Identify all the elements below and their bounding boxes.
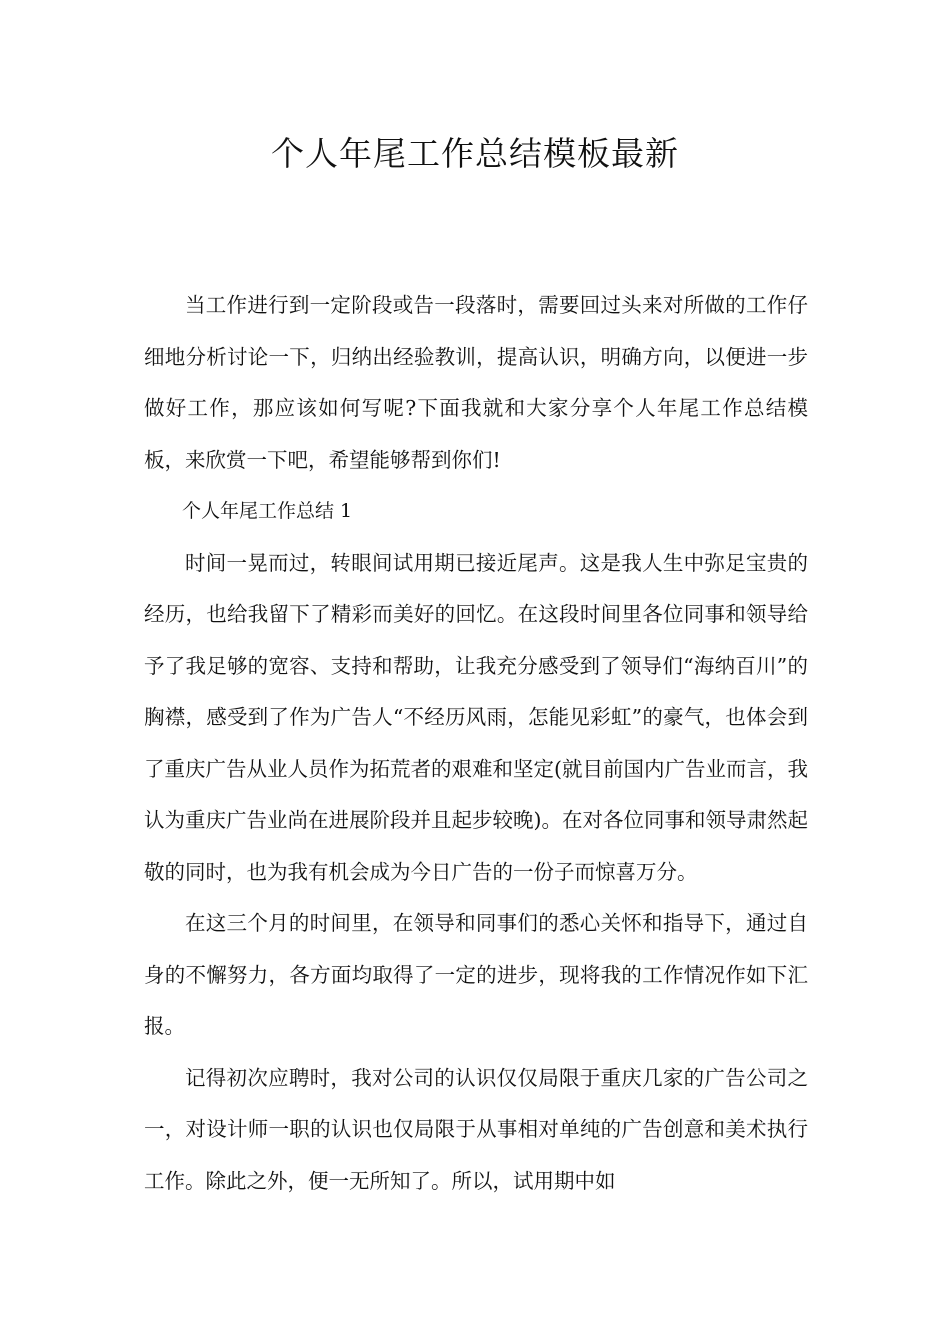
paragraph-first-impression: 记得初次应聘时，我对公司的认识仅仅局限于重庆几家的广告公司之一，对设计师一职的认识也仅局限于从事相对单纯的广告创意和美术执行工作。除此之外，便一无所知了。所以，试用期中如 — [144, 1065, 808, 1193]
document-title: 个人年尾工作总结模板最新 — [271, 134, 679, 173]
section-heading-1: 个人年尾工作总结 1 — [182, 500, 353, 522]
paragraph-report-intro: 在这三个月的时间里，在领导和同事们的悉心关怀和指导下，通过自身的不懈努力，各方面均取得了一定的进步，现将我的工作情况作如下汇报。 — [144, 911, 808, 1038]
paragraph-reflection: 时间一晃而过，转眼间试用期已接近尾声。这是我人生中弥足宝贵的经历，也给我留下了精彩而美好的回忆。在这段时间里各位同事和领导给予了我足够的宽容、支持和帮助，让我充分感受到了领导们“海纳百川”的胸襟，感受到了作为广告人“不经历风雨，怎能见彩虹”的豪气，也体会到了重庆广告从业人员作为拓荒者的艰难和坚定(就目前国内广告业而言，我认为重庆广告业尚在进展阶段并且起步较晚)。在对各位同事和领导肃然起敬的同时，也为我有机会成为今日广告的一份子而惊喜万分。 — [144, 550, 808, 884]
document-body — [144, 280, 808, 1207]
paragraph-intro: 当工作进行到一定阶段或告一段落时，需要回过头来对所做的工作仔细地分析讨论一下，归纳出经验教训，提高认识，明确方向，以便进一步做好工作，那应该如何写呢?下面我就和大家分享个人年尾工作总结模板，来欣赏一下吧，希望能够帮到你们! — [144, 293, 808, 472]
